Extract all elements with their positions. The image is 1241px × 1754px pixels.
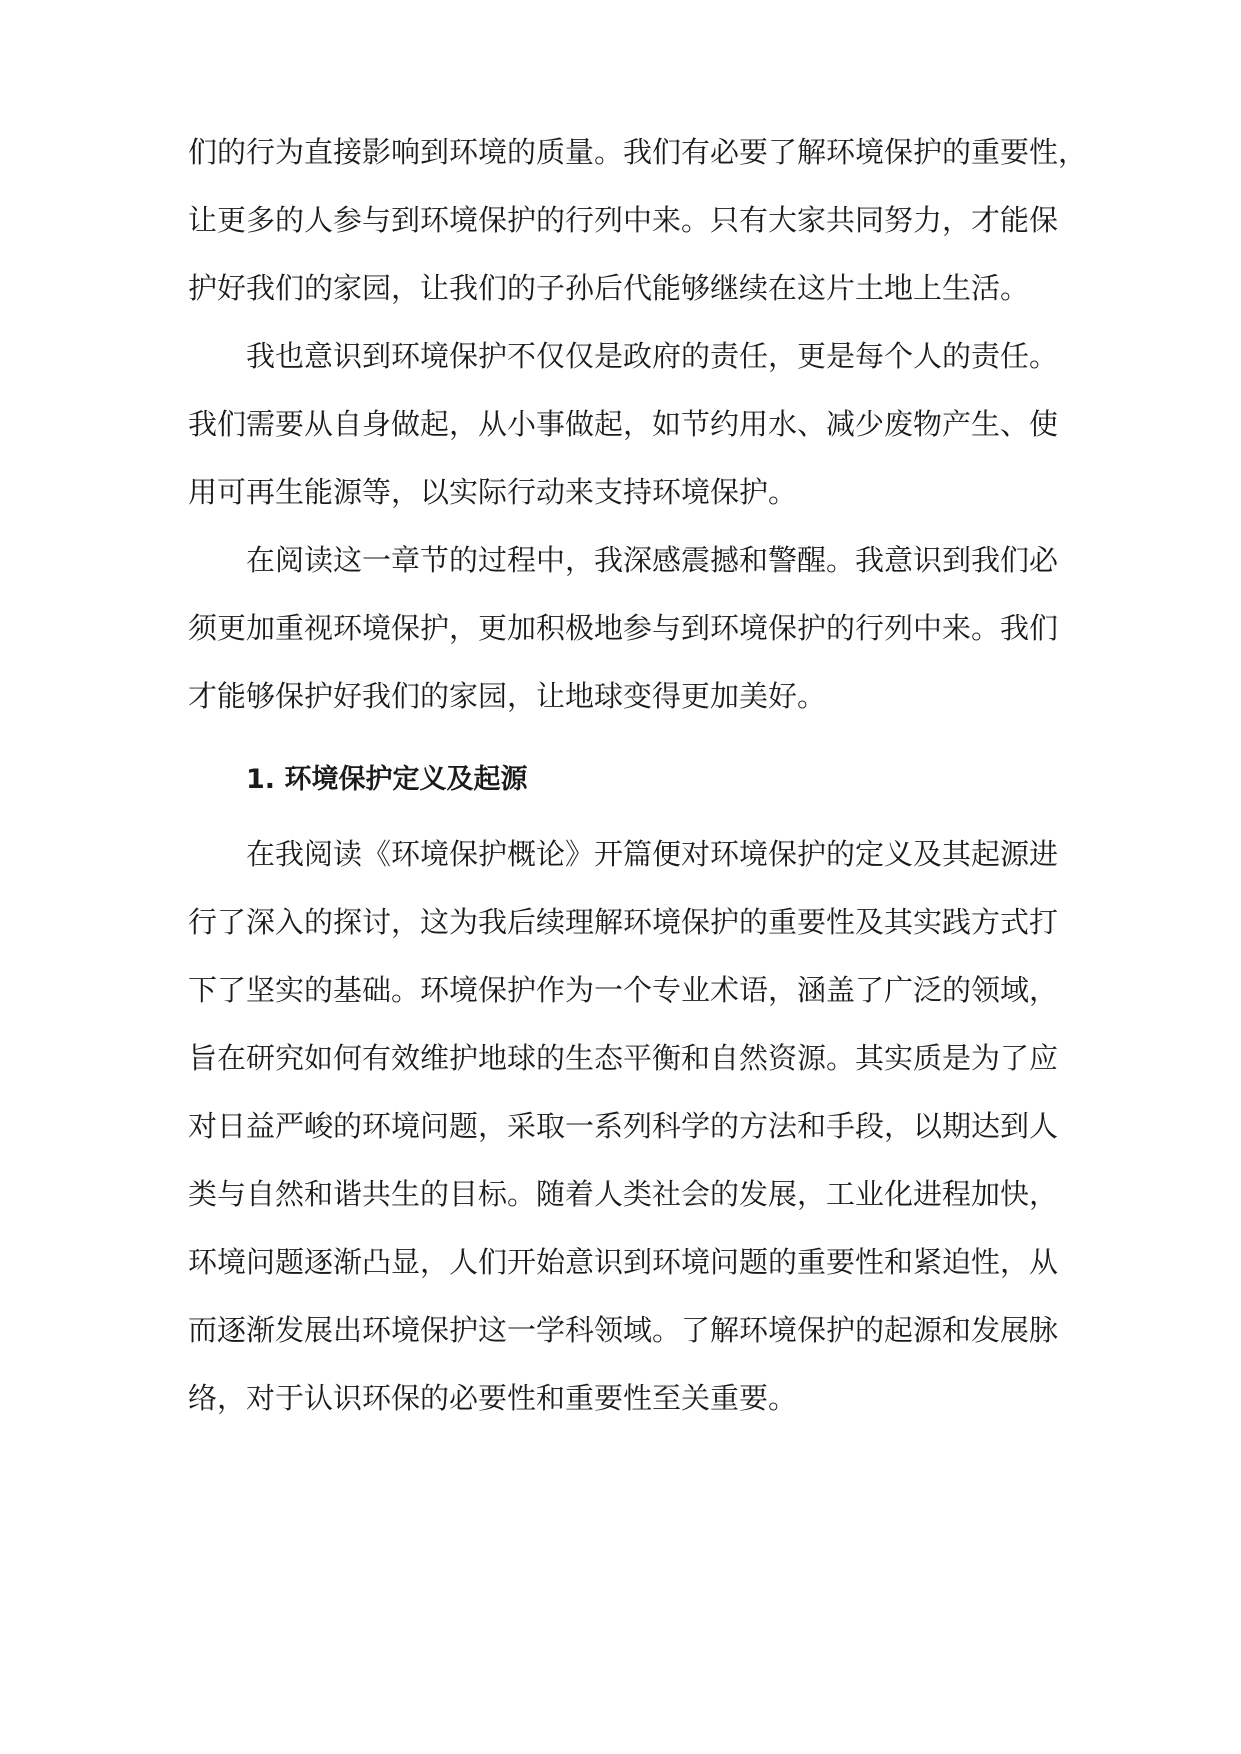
text-line: 用可再生能源等，以实际行动来支持环境保护。 bbox=[188, 475, 798, 509]
text-line: 对日益严峻的环境问题，采取一系列科学的方法和手段，以期达到人 bbox=[188, 1109, 1059, 1143]
text-line: 才能够保护好我们的家园，让地球变得更加美好。 bbox=[188, 679, 827, 713]
text-line: 类与自然和谐共生的目标。随着人类社会的发展，工业化进程加快， bbox=[188, 1177, 1059, 1211]
text-line: 我也意识到环境保护不仅仅是政府的责任，更是每个人的责任。 bbox=[246, 339, 1059, 373]
text-line: 行了深入的探讨，这为我后续理解环境保护的重要性及其实践方式打 bbox=[188, 905, 1059, 939]
text-line: 让更多的人参与到环境保护的行列中来。只有大家共同努力，才能保 bbox=[188, 203, 1059, 237]
text-line: 须更加重视环境保护，更加积极地参与到环境保护的行列中来。我们 bbox=[188, 611, 1059, 645]
text-line: 旨在研究如何有效维护地球的生态平衡和自然资源。其实质是为了应 bbox=[188, 1041, 1059, 1075]
text-line: 护好我们的家园，让我们的子孙后代能够继续在这片土地上生活。 bbox=[188, 271, 1030, 305]
text-line: 而逐渐发展出环境保护这一学科领域。了解环境保护的起源和发展脉 bbox=[188, 1313, 1059, 1347]
text-line: 环境问题逐渐凸显，人们开始意识到环境问题的重要性和紧迫性，从 bbox=[188, 1245, 1059, 1279]
text-line: 络，对于认识环保的必要性和重要性至关重要。 bbox=[188, 1381, 798, 1415]
text-line: 下了坚实的基础。环境保护作为一个专业术语，涵盖了广泛的领域， bbox=[188, 973, 1059, 1007]
text-line: 在我阅读《环境保护概论》开篇便对环境保护的定义及其起源进 bbox=[246, 837, 1059, 871]
text-line: 们的行为直接影响到环境的质量。我们有必要了解环境保护的重要性， bbox=[188, 135, 1088, 169]
text-line: 在阅读这一章节的过程中，我深感震撼和警醒。我意识到我们必 bbox=[246, 543, 1059, 577]
text-line: 我们需要从自身做起，从小事做起，如节约用水、减少废物产生、使 bbox=[188, 407, 1059, 441]
section-heading: 1. 环境保护定义及起源 bbox=[246, 764, 528, 795]
